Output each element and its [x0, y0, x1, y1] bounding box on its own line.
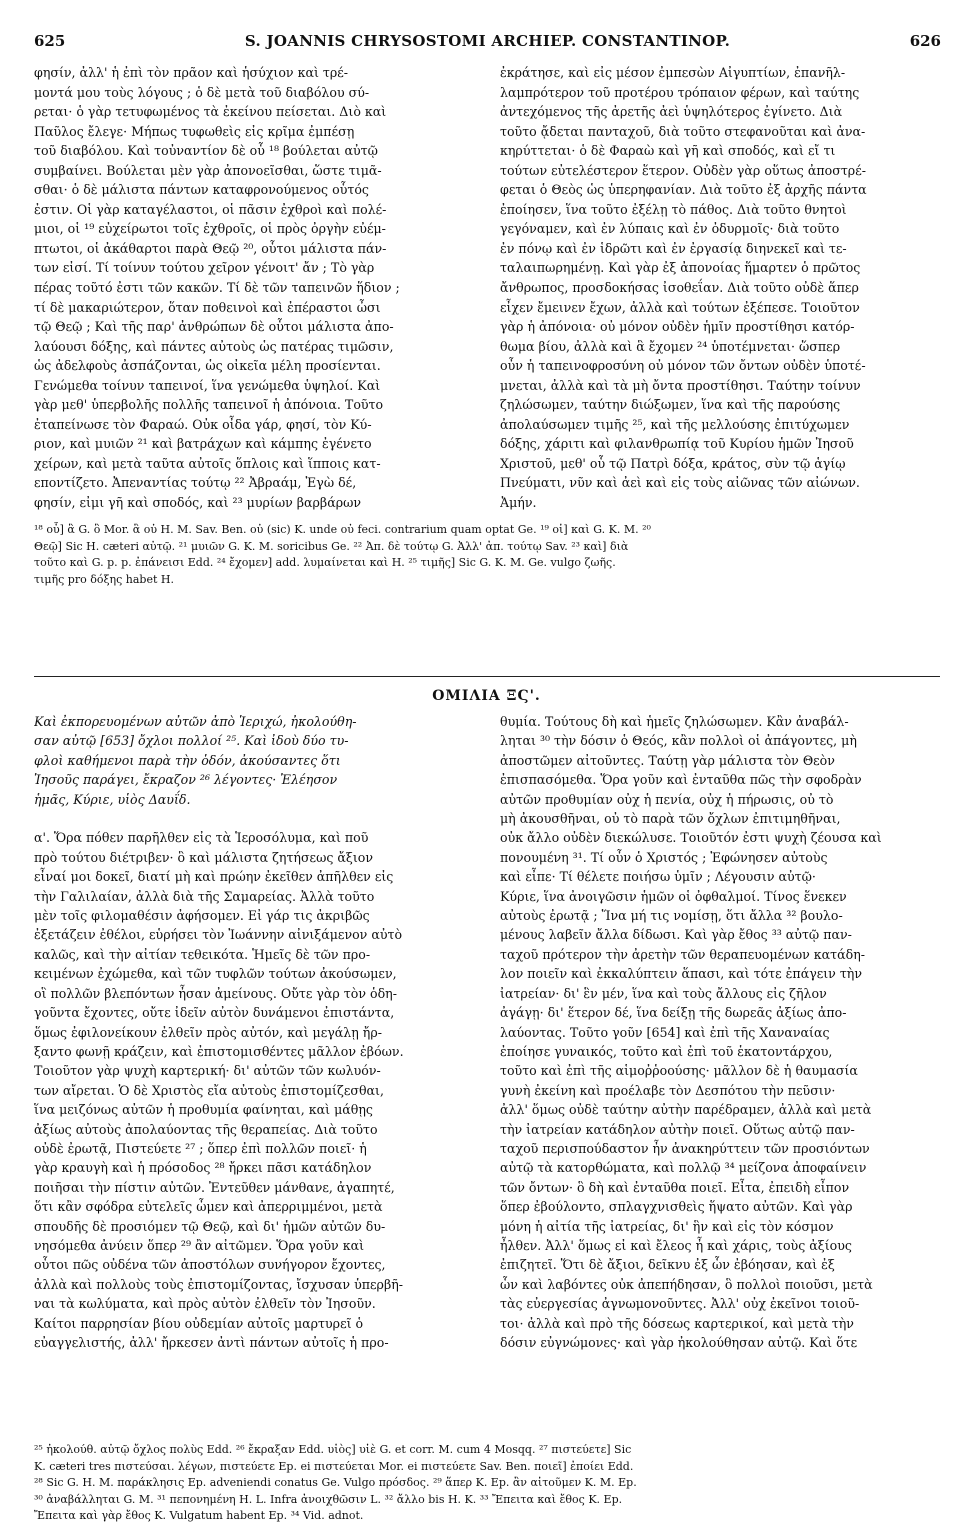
footnote-line: τιμῆς pro δόξης habet H. [34, 572, 174, 586]
footnote-line: Ἔπειτα καὶ γὰρ ἔθος K. Vulgatum habent Ep. ³⁴ Vid. adnot. [34, 1509, 364, 1523]
text-line: λαμπρότερον τοῦ προτέρου τρόπαιον φέρων, καὶ ταύτης [500, 84, 860, 100]
text-line: Ἰησοῦς παράγει, ἔκραζον ²⁶ λέγοντες· Ἐλέησον [34, 772, 338, 788]
text-line: οὗτοι πῶς οὐδένα τῶν ἀποστόλων συνήγορον ἔχοντες, [34, 1257, 386, 1273]
text-line: Παῦλος ἔλεγε· Μήπως τυφωθεὶς εἰς κρῖμα ἐμπέσῃ [34, 123, 355, 139]
text-line: νησόμεθα ἀνύειν ὅπερ ²⁹ ἂν αἰτῶμεν. Ὅρα γοῦν καὶ [34, 1237, 365, 1253]
text-line: τοῦτο ᾄδεται πανταχοῦ, διὰ τοῦτο στεφανοῦται καὶ ἀνα- [500, 123, 866, 139]
text-line: ἀπολαύσωμεν τιμῆς ²⁵, καὶ τῆς μελλούσης ἐπιτύχωμεν [500, 416, 850, 432]
text-line: ταχοῦ περισπούδαστον ἦν ἀνακηρύττειν τῶν προσιόντων [500, 1140, 870, 1156]
text-line: ποιῆσαι τὴν πίστιν αὐτῶν. Ἐντεῦθεν μάνθανε, ἀγαπητέ, [34, 1179, 395, 1195]
text-line: κηρύττεται· ὁ δὲ Φαραὼ καὶ γῆ καὶ σποδός, καὶ εἴ τι [500, 143, 836, 159]
text-line: μὴ ἀκουσθῆναι, οὐ τὸ παρὰ τῶν ὄχλων ἐπιτιμηθῆναι, [500, 811, 841, 827]
text-line: λαύοντας. Τοῦτο γοῦν [654] καὶ ἐπὶ τῆς Χαναναίας [500, 1024, 830, 1040]
text-line: εἶχεν ἔμεινεν ἔχων, ἀλλὰ καὶ τούτων ἐξέπεσε. Τοιοῦτον [500, 299, 860, 315]
text-line: μνεται, ἀλλὰ καὶ τὰ μὴ ὄντα προστίθησι. Ταύτην τοίνυν [500, 377, 861, 393]
text-line: ἐπιζητεῖ. Ὅτι δὲ ἄξιοι, δεῖκνυ ἐξ ὧν ἐβόησαν, καὶ ἐξ [500, 1257, 835, 1273]
text-line: καλῶς, καὶ τὴν αἰτίαν τεθεικότα. Ἡμεῖς δὲ τῶν προ- [34, 946, 371, 962]
footnote-line: K. cæteri tres πιστεύσαι. λέγων, πιστεύετε Ep. ei πιστεύεται Mor. ei πιστεύετε Sav. Ben. ποιεῖ] ἐποίει Edd. [34, 1459, 634, 1473]
text-line: των εἰσί. Τί τοίνυν τούτου χεῖρον γένοιτ' ἄν ; Τὸ γὰρ [34, 260, 375, 276]
text-line: Πνεύματι, νῦν καὶ ἀεὶ καὶ εἰς τοὺς αἰῶνας τῶν αἰώνων. [500, 475, 860, 491]
text-line: ἐκράτησε, καὶ εἰς μέσον ἐμπεσὼν Αἰγυπτίων, ἐπανῆλ- [500, 65, 846, 80]
text-line: Χριστοῦ, μεθ' οὗ τῷ Πατρὶ δόξα, κράτος, σὺν τῷ ἁγίῳ [500, 455, 846, 471]
text-line: γὰρ μεθ' ὑπερβολῆς πολλῆς ταπεινοῖ ἡ ἀπόνοια. Τοῦτο [34, 397, 384, 413]
text-line: οἳ πολλῶν βλεπόντων ἦσαν ἀμείνους. Οὔτε γὰρ τὸν ὁδη- [34, 985, 397, 1001]
text-line: γεγόναμεν, καὶ ἐν λύπαις καὶ ἐν ὀδυρμοῖς· διὰ τοῦτο [500, 221, 840, 237]
text-line: πτωτοι, οἱ ἀκάθαρτοι παρὰ Θεῷ ²⁰, οὗτοι μάλιστα πάν- [34, 240, 387, 256]
page-number-right: 626 [909, 32, 941, 50]
text-line: πονουμένη ³¹. Τί οὖν ὁ Χριστός ; Ἐφώνησεν αὐτοὺς [500, 849, 828, 865]
text-line: αὐτοὺς ἐρωτᾷ ; Ἵνα μή τις νομίσῃ, ὅτι ἄλλα ³² βουλο- [500, 908, 843, 924]
text-line: ταχοῦ πρότερον τὴν ἀρετὴν τῶν θεραπευομένων κατάδη- [500, 946, 865, 962]
text-line: φλοὶ καθήμενοι παρὰ τὴν ὁδόν, ἀκούσαντες ὅτι [34, 752, 341, 768]
text-line: τί δὲ μακαριώτερον, ὅταν ποθεινοὶ καὶ ἐπέραστοι ὦσι [34, 299, 381, 315]
text-line: Καίτοι παρρησίαν βίου οὐδεμίαν αὐτοῖς μαρτυρεῖ ὁ [34, 1315, 364, 1331]
text-line: ζηλώσωμεν, ταύτην διώξωμεν, ἵνα καὶ τῆς παρούσης [500, 397, 841, 413]
text-line: ἡμᾶς, Κύριε, υἱὸς Δαυΐδ. [34, 791, 191, 807]
text-line: ἰατρείαν· δι' ἓν μέν, ἵνα καὶ τοὺς ἄλλους εἰς ζῆλον [500, 985, 827, 1001]
text-line: μένους λαβεῖν ἄλλα δίδωσι. Καὶ γὰρ ἔθος ³³ αὐτῷ παν- [500, 927, 852, 943]
text-line: ἐστιν. Οἱ γὰρ καταγέλαστοι, οἱ πᾶσιν ἐχθροὶ καὶ πολέ- [34, 201, 387, 217]
text-line: Ἀμήν. [500, 495, 537, 511]
text-line: καὶ εἶπε· Τί θέλετε ποιήσω ὑμῖν ; Λέγουσιν αὐτῷ· [500, 869, 816, 885]
text-line: σθαι· ὁ δὲ μάλιστα πάντων καταφρονούμενος οὗτός [34, 182, 369, 198]
text-line: α'. Ὅρα πόθεν παρῆλθεν εἰς τὰ Ἱεροσόλυμα, καὶ ποῦ [34, 830, 369, 846]
text-line: ἀποστῶμεν αἰτοῦντες. Ταύτῃ γὰρ μάλιστα τὸν Θεὸν [500, 752, 835, 768]
running-title: S. JOANNIS CHRYSOSTOMI ARCHIEP. CONSTANTINOP. [244, 32, 731, 50]
text-line: τῶν ὄντων· ὃ δὴ καὶ ἐνταῦθα ποιεῖ. Εἶτα, ἐπειδὴ εἶπον [500, 1179, 850, 1195]
text-line: φεται ὁ Θεὸς ὡς ὑπερηφανίαν. Διὰ τοῦτο ἐξ ἀρχῆς πάντα [500, 182, 867, 198]
footnote-line: Θεῷ] Sic H. cæteri αὐτῷ. ²¹ μυιῶν G. K. M. soricibus Ge. ²² Ἀπ. δὲ τούτῳ G. Ἀλλ' ἀπ. τούτῳ Sav. ²³ καὶ] διὰ [34, 539, 629, 553]
top-right-column [500, 63, 940, 513]
text-line: θυμία. Τούτους δὴ καὶ ἡμεῖς ζηλώσωμεν. Κἂν ἀναβάλ- [500, 714, 849, 729]
text-line: ἐπισπασόμεθα. Ὅρα γοῦν καὶ ἐνταῦθα πῶς τὴν σφοδρὰν [500, 772, 862, 788]
text-line: ἐν πόνῳ καὶ ἐν ἱδρῶτι καὶ ἐν ἐργασίᾳ διηνεκεῖ καὶ τε- [500, 240, 847, 256]
section-divider [34, 676, 940, 677]
text-line: τῷ Θεῷ ; Καὶ τῆς παρ' ἀνθρώπων δὲ οὗτοι μάλιστα ἀπο- [34, 319, 394, 335]
text-line: ὧν καὶ λαβόντες οὐκ ἀπεπήδησαν, ὃ πολλοὶ ποιοῦσι, μετὰ [500, 1276, 873, 1292]
text-line: χείρων, καὶ μετὰ ταῦτα αὐτοῖς ὅπλοις καὶ ἵπποις κατ- [34, 455, 381, 471]
text-line: τὴν Γαλιλαίαν, ἀλλὰ διὰ τῆς Σαμαρείας. Ἀλλὰ τοῦτο [34, 888, 375, 904]
text-line: λαύουσι δόξης, καὶ πάντες αὐτοὺς ὡς πατέρας τιμῶσιν, [34, 338, 394, 354]
text-line: φησίν, ἀλλ' ἡ ἐπὶ τὸν πρᾶον καὶ ἡσύχιον καὶ τρέ- [34, 65, 349, 80]
text-line: μόνη ἡ αἰτία τῆς ἰατρείας, δι' ἣν καὶ εἰς τὸν κόσμον [500, 1218, 834, 1234]
text-line: ἀλλὰ καὶ πολλοὺς τοὺς ἐπιστομίζοντας, ἴσχυσαν ὑπερβῆ- [34, 1276, 404, 1292]
text-line: πρὸ τούτου διέτριβεν· ὃ καὶ μάλιστα ζητήσεως ἄξιον [34, 849, 374, 865]
text-line: ὡς ἀδελφοὺς ἀσπάζονται, ὡς οἰκεῖα μέλη προσίενται. [34, 358, 381, 374]
footnote-line: ¹⁸ οὗ] ἃ G. ὃ Mor. ἃ οὐ H. M. Sav. Ben. οὐ (sic) K. unde οὐ feci. contrarium quam optat Ge. ¹⁹ οἱ] καὶ G. K. M. ²⁰ [34, 523, 651, 536]
text-line: σαν αὐτῷ [653] ὄχλοι πολλοί ²⁵. Καὶ ἰδοὺ δύο τυ- [34, 733, 349, 749]
text-line: μὲν τοῖς φιλομαθέσιν ἀφήσομεν. Εἰ γάρ τις ἀκριβῶς [34, 908, 370, 924]
text-line: ριον, καὶ μυιῶν ²¹ καὶ βατράχων καὶ κάμπης ἐγένετο [34, 436, 372, 452]
text-line: ξαντο φωνῇ κράζειν, καὶ ἐπιστομισθέντες μᾶλλον ἐβόων. [34, 1043, 404, 1059]
text-line: ὅτι κἂν σφόδρα εὐτελεῖς ὦμεν καὶ ἀπερριμμένοι, μετὰ [34, 1199, 383, 1215]
text-line: αὐτῶν προθυμίαν οὐχ ἡ πενία, οὐχ ἡ πήρωσις, οὐ τὸ [500, 791, 834, 807]
text-line: ἀλλ' ὅμως οὐδὲ ταύτην αὐτὴν παρέδραμεν, ἀλλὰ καὶ μετὰ [500, 1102, 872, 1118]
text-line: πέρας τοῦτό ἐστι τῶν κακῶν. Τί δὲ τῶν ταπεινῶν ἥδιον ; [34, 280, 400, 296]
homily-title: ΟΜΙΛΙΑ ΞϚ'. [432, 688, 541, 704]
text-line: ληται ³⁰ τὴν δόσιν ὁ Θεός, κἂν πολλοὶ οἱ ἀπάγοντες, μὴ [500, 733, 857, 749]
text-line: Κύριε, ἵνα ἀνοιγῶσιν ἡμῶν οἱ ὀφθαλμοί. Τίνος ἕνεκεν [500, 888, 847, 904]
text-line: δόξης, χάριτι καὶ φιλανθρωπίᾳ τοῦ Κυρίου ἡμῶν Ἰησοῦ [500, 436, 854, 452]
text-line: ἐποίησε γυναικός, τοῦτο καὶ ἐπὶ τοῦ ἑκατοντάρχου, [500, 1043, 833, 1059]
text-line: αὐτῷ τὰ κατορθώματα, καὶ πολλῷ ³⁴ μείζονα ἀποφαίνειν [500, 1160, 867, 1176]
text-line: Γενώμεθα τοίνυν ταπεινοί, ἵνα γενώμεθα ὑψηλοί. Καὶ [34, 377, 381, 393]
bottom-right-column [500, 712, 940, 1352]
running-header [34, 32, 941, 54]
text-line: γὰρ κραυγὴ καὶ ἡ πρόσοδος ²⁸ ἤρκει πᾶσι κατάδηλον [34, 1160, 372, 1176]
text-line: ἐξετάζειν ἐθέλοι, εὑρήσει τὸν Ἰωάννην αἰνιξάμενον αὐτὸ [34, 927, 403, 943]
text-line: δόσιν εὐγνώμονες· καὶ γὰρ ἠκολούθησαν αὐτῷ. Καὶ ὅτε [500, 1335, 858, 1350]
text-line: γὰρ ἡ ἀπόνοια· οὐ μόνον οὐδὲν ἡμῖν προστίθησι κατόρ- [500, 319, 855, 335]
footnote-line: ²⁸ Sic G. H. M. παράκλησις Ep. adveniendi conatus Ge. Vulgo πρόσδος. ²⁹ ἅπερ K. Ep. ἂν αἰτοῦμεν K. M. Ep. [34, 1476, 637, 1490]
text-line: των αἴρεται. Ὁ δὲ Χριστὸς εἴα αὐτοὺς ἐπιστομίζεσθαι, [34, 1082, 384, 1098]
text-line: τοι· ἀλλὰ καὶ πρὸ τῆς δόσεως καρτερικοί, καὶ μετὰ τὴν [500, 1315, 854, 1331]
text-line: εὐαγγελιστής, ἀλλ' ἤρκεσεν ἀντὶ πάντων αὐτοῖς ἡ προ- [34, 1335, 389, 1350]
text-line [34, 809, 474, 828]
text-line: οὖν ἡ ταπεινοφροσύνη οὐ μόνον τῶν ὄντων οὐδὲν ὑποτέ- [500, 358, 866, 374]
text-line: κειμένων ἐχώμεθα, καὶ τῶν τυφλῶν τούτων ἀκούσωμεν, [34, 966, 397, 982]
text-line: συμβαίνει. Βούλεται μὲν γὰρ ἀπονοεῖσθαι, ὥστε τιμᾶ- [34, 162, 382, 178]
text-line: ἄνθρωπος, προσδοκήσας ἰσοθεΐαν. Διὰ τοῦτο οὐδὲ ἅπερ [500, 280, 859, 296]
text-line: ἀντεχόμενος τῆς ἀρετῆς ἀεὶ ὑψηλότερος ἐγίνετο. Διὰ [500, 104, 843, 120]
text-line: οὐδὲ ἐρωτᾷ, Πιστεύετε ²⁷ ; ὅπερ ἐπὶ πολλῶν ποιεῖ· ἡ [34, 1140, 367, 1156]
text-line: μοντά μου τοὺς λόγους ; ὁ δὲ μετὰ τοῦ διαβόλου σύ- [34, 84, 370, 100]
text-line: τοῦ διαβόλου. Καὶ τοὐναντίον δὲ οὗ ¹⁸ βούλεται αὐτῷ [34, 143, 378, 159]
text-line: ἀξίως αὐτοὺς ἀπολαύοντας τῆς θεραπείας. Διὰ τοῦτο [34, 1121, 378, 1137]
text-line: ταλαιπωρημένῃ. Καὶ γὰρ ἐξ ἀπονοίας ἥμαρτεν ὁ πρῶτος [500, 260, 861, 276]
text-line: τὴν ἰατρείαν κατάδηλον αὐτὴν ποιεῖ. Οὕτως αὐτῷ παν- [500, 1121, 855, 1137]
text-line: σπουδῆς δὲ προσιόμεν τῷ Θεῷ, καὶ δι' ἡμῶν αὐτῶν δυ- [34, 1218, 386, 1234]
text-line: οὐκ ἄλλο οὐδὲν διεκώλυσε. Τοιοῦτόν ἐστι ψυχὴ ζέουσα καὶ [500, 830, 882, 846]
text-line: γοῦντα ἔχοντες, οὔτε ἰδεῖν αὐτὸν δυνάμενοι ἐπιστάντα, [34, 1005, 395, 1021]
text-line: γυνὴ ἐκείνη καὶ προέλαβε τὸν Δεσπότου τὴν πεῦσιν· [500, 1082, 836, 1098]
text-line: ὅπερ ἐβούλοντο, σπλαγχνισθεὶς ἥψατο αὐτῶν. Καὶ γὰρ [500, 1199, 853, 1215]
text-line: τὰς εὐεργεσίας ἀγνωμονοῦντες. Ἀλλ' οὐχ ἐκεῖνοι τοιοῦ- [500, 1296, 860, 1312]
text-line: εἶναί μοι δοκεῖ, διατί μὴ καὶ πρώην ἐκεῖθεν ἀπῆλθεν εἰς [34, 869, 394, 885]
text-line: ναι τὰ κωλύματα, καὶ πρὸς αὐτὸν ἐλθεῖν τὸν Ἰησοῦν. [34, 1296, 376, 1312]
text-line: ἀγάγῃ· δι' ἕτερον δέ, ἵνα δείξῃ τῆς δωρεᾶς ἀξίως ἀπο- [500, 1005, 847, 1021]
text-line: Καὶ ἐκπορευομένων αὐτῶν ἀπὸ Ἱεριχώ, ἠκολούθη- [34, 714, 357, 729]
text-line: τούτων εὐτελέστερον ἕτερον. Οὐδὲν γὰρ οὕτως ἀποστρέ- [500, 162, 866, 178]
text-line: Τοιοῦτον γὰρ ψυχὴ καρτερική· δι' αὐτῶν τῶν κωλυόν- [34, 1063, 381, 1079]
top-footnotes [34, 522, 940, 588]
text-line: τοῦτο καὶ ἐπὶ τῆς αἱμοῤῥοούσης· μᾶλλον δὲ ἡ θαυμασία [500, 1063, 858, 1079]
bottom-left-column [34, 712, 474, 1352]
bottom-footnotes [34, 1442, 940, 1525]
text-line: ρεται· ὁ γὰρ τετυφωμένος τὰ ἐκείνου πείσεται. Διὸ καὶ [34, 104, 387, 120]
text-line: θωμα βίου, ἀλλὰ καὶ ἃ ἔχομεν ²⁴ ὑποτέμνεται· ὥσπερ [500, 338, 841, 354]
text-line: φησίν, εἰμι γῆ καὶ σποδός, καὶ ²³ μυρίων βαρβάρων [34, 495, 362, 511]
text-line: ἐποίησεν, ἵνα τοῦτο ἐξέλῃ τὸ πάθος. Διὰ τοῦτο θνητοὶ [500, 201, 847, 217]
footnote-line: ³⁰ ἀναβάλληται G. M. ³¹ πεπονημένη H. L. Infra ἀνοιχθῶσιν L. ³² ἄλλο bis H. K. ³³ Ἔπειτα καὶ ἔθος K. Ep. [34, 1492, 623, 1506]
text-line: ἐταπείνωσε τὸν Φαραώ. Οὐκ οἶδα γάρ, φησί, τὸν Κύ- [34, 416, 372, 432]
text-line: ὅμως ἐφιλονείκουν ἐλθεῖν πρὸς αὐτόν, καὶ μεγάλῃ ἤρ- [34, 1024, 382, 1040]
footnote-line: τοῦτο καὶ G. p. p. ἐπάνεισι Edd. ²⁴ ἔχομεν] add. λυμαίνεται καὶ H. ²⁵ τιμῆς] Sic G. K. M. Ge. vulgo ζωῆς. [34, 556, 616, 570]
text-line: εποντίζετο. Ἀπεναντίας τούτῳ ²² Ἀβραάμ, Ἐγὼ δέ, [34, 475, 357, 491]
top-left-column [34, 63, 474, 513]
text-line: ἵνα μειζόνως αὐτῶν ἡ προθυμία φαίνηται, καὶ μάθῃς [34, 1102, 373, 1118]
page-number-left: 625 [34, 32, 66, 50]
footnote-line: ²⁵ ἠκολούθ. αὐτῷ ὄχλος πολὺς Edd. ²⁶ ἔκραξαν Edd. υἱὸς] υἱὲ G. et corr. M. cum 4 Mosqq. ²⁷ πιστεύετε] Sic [34, 1443, 632, 1456]
text-line: μιοι, οἱ ¹⁹ εὐχείρωτοι τοῖς ἐχθροῖς, οἱ πρὸς ὀργὴν εὐέμ- [34, 221, 386, 237]
text-line: ἦλθεν. Ἀλλ' ὅμως εἰ καὶ ἔλεος ἦ καὶ χάρις, τοὺς ἀξίους [500, 1237, 852, 1253]
text-line: λον ποιεῖν καὶ ἐκκαλύπτειν ἅπασι, καὶ τότε ἐπάγειν τὴν [500, 966, 863, 982]
